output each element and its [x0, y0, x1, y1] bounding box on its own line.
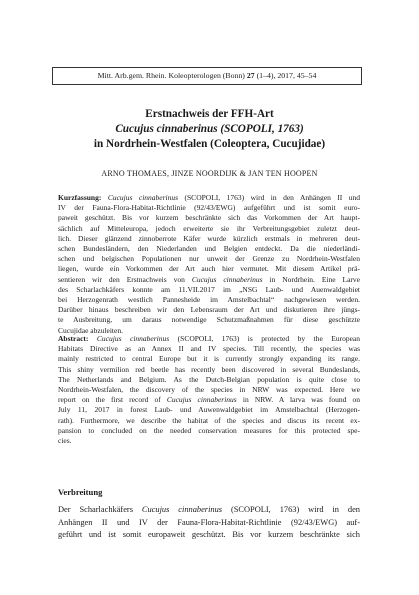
- kurzfassung-line: schen Bundesländern, den Niederlanden und Belgien entdeckt. Da die niederländi-: [58, 244, 360, 254]
- kurzfassung-line: liegen, wurde ein Vorkommen der Art auch hier vermutet. Mit diesem Artikel prä-: [58, 264, 360, 274]
- body-line: Anhängen II und IV der Fauna-Flora-Habitat-Richtlinie (92/43/EWG) auf-: [58, 517, 360, 527]
- kurzfassung-line: sentieren wir den Erstnachweis von Cucujus cinnaberinus in Nordrhein. Eine Larve: [58, 274, 360, 284]
- abstract-line: This shiny vermilion red beetle has recently been discovered in several Bundeslands,: [58, 364, 360, 374]
- kurzfassung-line: Darüber hinaus beschreiben wir den Lebensraum der Art und diskutieren ihre jüngs-: [58, 305, 360, 315]
- kurzfassung-block: [58, 193, 360, 336]
- kurzfassung-line: Cucujidae abzuleiten.: [58, 325, 123, 335]
- title-line-3: in Nordrhein-Westfalen (Coleoptera, Cucujidae): [93, 138, 326, 150]
- abstract-line: Abstract: Cucujus cinnaberinus (SCOPOLI, 1763) is protected by the European: [58, 334, 360, 343]
- abstract-line: pansion to concluded on the needed conservation measures for this protected spe-: [58, 425, 360, 435]
- abstract-line: Habitats Directive as an Annex II and IV species. Till recently, the species was: [58, 344, 360, 354]
- journal-citation-box: [52, 67, 362, 85]
- abstract-line: mainly restricted to central Europe but it is currently strongly expanding its range.: [58, 354, 360, 364]
- kurzfassung-line: Kurzfassung: Cucujus cinnaberinus (SCOPOLI, 1763) wird in den Anhängen II und: [58, 193, 360, 202]
- body-line: Der Scharlachkäfers Cucujus cinnaberinus (SCOPOLI, 1763) wird in den: [58, 505, 360, 514]
- author-list: ARNO THOMAES, JINZE NOORDIJK & JAN TEN HOOPEN: [101, 169, 318, 178]
- body-line: geführt und ist somit europaweit geschützt. Bis vor kurzem beschränkte sich: [58, 530, 360, 539]
- abstract-label: Abstract:: [58, 334, 89, 343]
- abstract-block: [58, 334, 360, 446]
- kurzfassung-line: lich. Dieser glänzend zinnoberrote Käfer wurde kürzlich erstmals in mehreren deut-: [58, 233, 360, 243]
- article-title: [40, 107, 379, 152]
- kurzfassung-line: bei Herzogenrath westlich Pannesheide im Amstelbachtal“ nachgewiesen werden.: [58, 295, 360, 305]
- journal-volume: 27: [246, 71, 255, 80]
- abstract-line: July 11, 2017 in forest Laub- und Auwenwaldgebiet im Amstelbachtal (Herzogen-: [58, 405, 360, 415]
- abstract-line: The Netherlands and Belgium. As the Dutch-Belgian population is quite close to: [58, 374, 360, 384]
- section-body: [58, 504, 360, 542]
- abstract-line: cies.: [58, 436, 72, 446]
- journal-issue-pages: (1–4), 2017, 45–54: [254, 71, 317, 80]
- kurzfassung-line: schen und belgischen Populationen nur unweit der Grenze zu Nordrhein-Westfalen: [58, 254, 360, 264]
- title-line-2: Cucujus cinnaberinus (SCOPOLI, 1763): [115, 123, 304, 135]
- kurzfassung-line: te Ausbreitung, um daraus notwendige Schutzmaßnahmen für diese geschützte: [58, 315, 360, 325]
- kurzfassung-line: IV der Fauna-Flora-Habitat-Richtlinie (92/43/EWG) aufgeführt und ist somit euro-: [58, 203, 360, 213]
- section-heading: Verbreitung: [58, 487, 103, 497]
- kurzfassung-label: Kurzfassung:: [58, 193, 102, 202]
- title-line-1: Erstnachweis der FFH-Art: [145, 108, 274, 120]
- journal-name: Mitt. Arb.gem. Rhein. Koleopterologen (Bonn): [97, 71, 247, 80]
- kurzfassung-line: paweit geschützt. Bis vor kurzem beschränkte sich das Vorkommen der Art haupt-: [58, 213, 360, 223]
- kurzfassung-line: sächlich auf Mitteleuropa, jedoch erweiterte sie ihr Verbreitungsgebiet zuletzt deut-: [58, 223, 360, 233]
- abstract-line: Nordrhein-Westfalen, the discovery of the species in NRW was expected. Here we: [58, 385, 360, 395]
- kurzfassung-line: des Scharlachkäfers konnte am 11.VII.2017 im „NSG Laub- und Auenwaldgebiet: [58, 284, 360, 294]
- abstract-line: rath). Furthermore, we describe the habitat of the species and discus its recent ex-: [58, 415, 360, 425]
- abstract-line: report on the first record of Cucujus cinnaberinus in NRW. A larva was found on: [58, 395, 360, 405]
